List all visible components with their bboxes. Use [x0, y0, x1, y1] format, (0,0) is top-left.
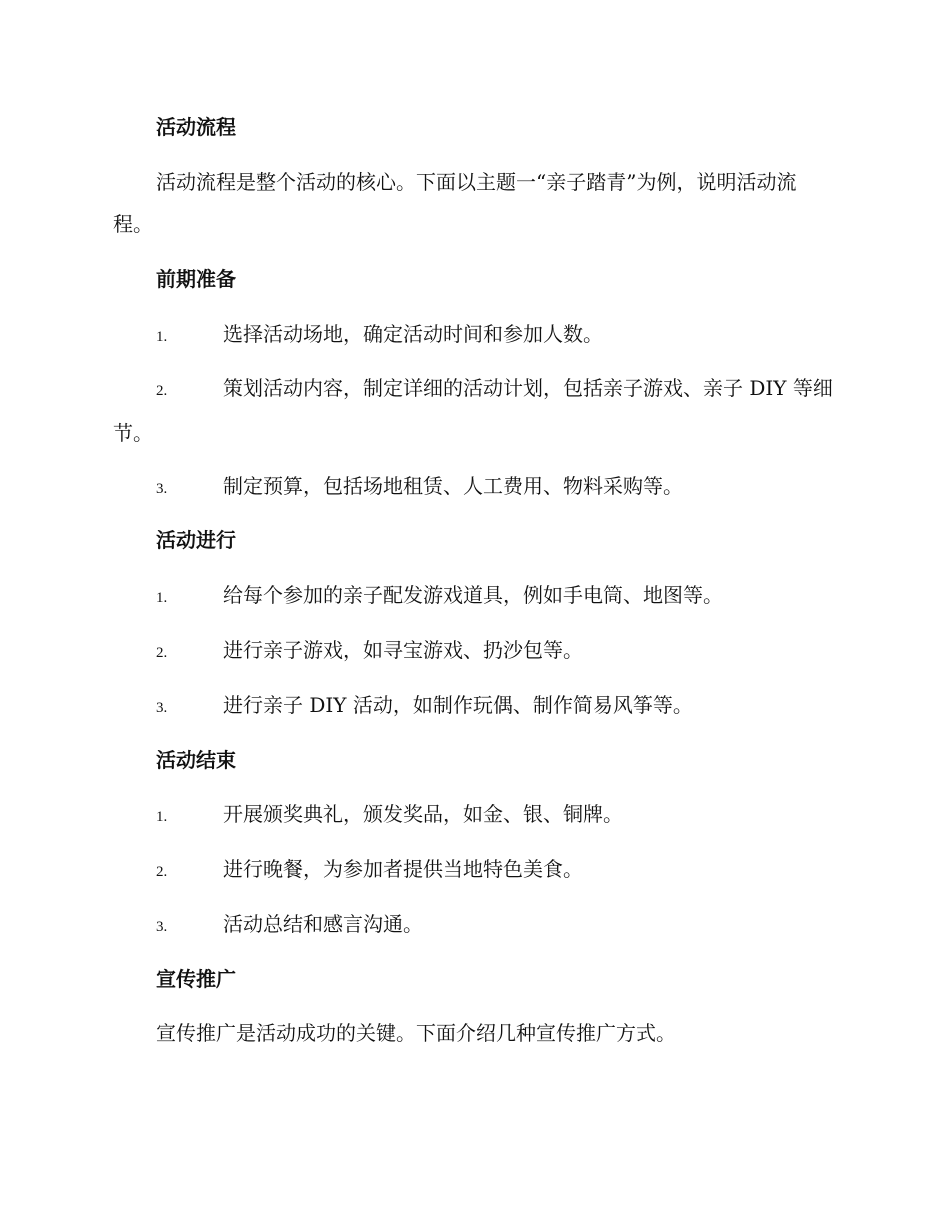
list-number: 2. — [156, 383, 168, 399]
list-item-preparation-2 — [113, 367, 833, 454]
paragraph-promotion-intro: 宣传推广是活动成功的关键。下面介绍几种宣传推广方式。 — [156, 1021, 676, 1045]
list-item-text: 选择活动场地，确定活动时间和参加人数。 — [223, 322, 603, 346]
list-item-text: 活动总结和感言沟通。 — [223, 912, 423, 936]
heading-activity-end: 活动结束 — [156, 748, 236, 772]
list-number: 3. — [156, 919, 168, 935]
list-number: 2. — [156, 645, 168, 661]
list-item-end-2 — [113, 848, 833, 893]
list-item-text: 策划活动内容，制定详细的活动计划，包括亲子游戏、亲子 DIY 等细节。 — [113, 376, 833, 445]
list-item-text: 进行晚餐，为参加者提供当地特色美食。 — [223, 857, 583, 881]
heading-promotion: 宣传推广 — [156, 967, 236, 991]
list-item-text: 进行亲子游戏，如寻宝游戏、扔沙包等。 — [223, 638, 583, 662]
list-item-preparation-1 — [113, 313, 833, 358]
list-item-text: 给每个参加的亲子配发游戏道具，例如手电筒、地图等。 — [223, 583, 723, 607]
heading-activity-in-progress: 活动进行 — [156, 528, 236, 552]
heading-preparation: 前期准备 — [156, 267, 236, 291]
heading-activity-flow: 活动流程 — [156, 115, 236, 139]
list-item-text: 开展颁奖典礼，颁发奖品，如金、银、铜牌。 — [223, 802, 623, 826]
list-number: 1. — [156, 329, 168, 345]
list-number: 2. — [156, 864, 168, 880]
list-item-in-progress-2 — [113, 629, 833, 674]
list-number: 1. — [156, 809, 168, 825]
list-item-in-progress-3 — [113, 684, 833, 729]
list-number: 3. — [156, 700, 168, 716]
paragraph-activity-flow-intro: 活动流程是整个活动的核心。下面以主题一“亲子踏青”为例，说明活动流程。 — [113, 170, 797, 236]
list-item-text: 进行亲子 DIY 活动，如制作玩偶、制作简易风筝等。 — [223, 693, 693, 717]
list-item-in-progress-1 — [113, 574, 833, 619]
list-item-text: 制定预算，包括场地租赁、人工费用、物料采购等。 — [223, 474, 683, 498]
list-item-end-1 — [113, 793, 833, 838]
list-number: 3. — [156, 481, 168, 497]
list-number: 1. — [156, 590, 168, 606]
list-item-preparation-3 — [113, 465, 833, 510]
list-item-end-3 — [113, 903, 833, 948]
